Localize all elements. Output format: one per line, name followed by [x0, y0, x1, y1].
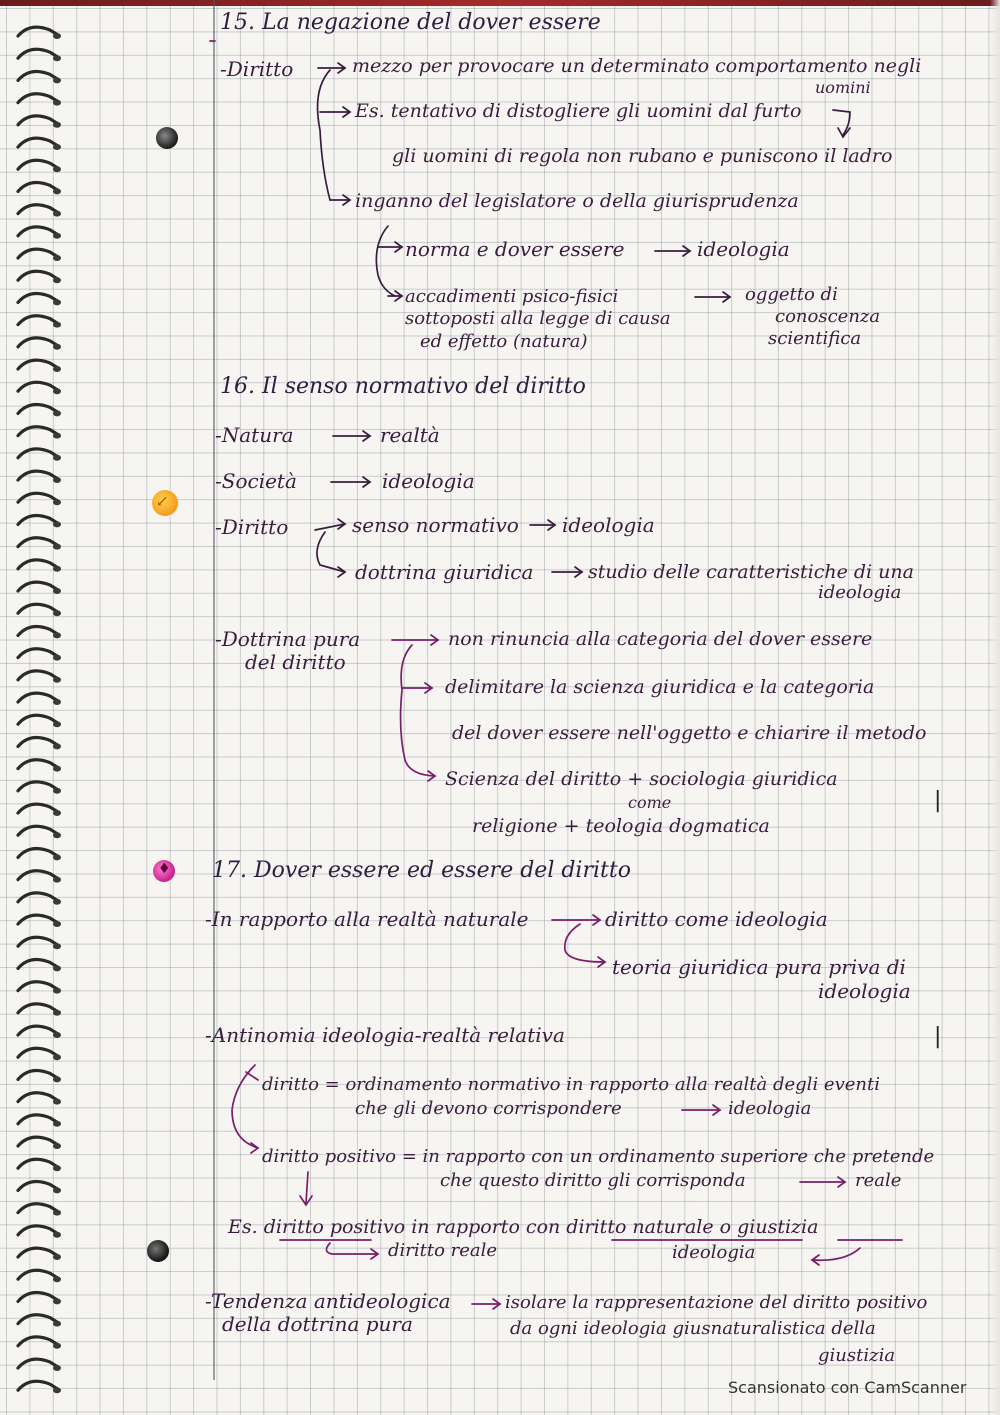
s16-societa-result: ideologia [382, 469, 475, 493]
s17-antinomia-label: -Antinomia ideologia-realtà relativa [205, 1023, 565, 1047]
s17-antinomia-point-1-result: ideologia [728, 1098, 812, 1119]
section-16-title: 16. Il senso normativo del diritto [220, 374, 586, 399]
s17-rapporto-label: -In rapporto alla realtà naturale [205, 907, 529, 931]
s17-tendenza-label: -Tendenza antideologica [205, 1289, 451, 1313]
s16-diritto-branch-2-result: studio delle caratteristiche di una [588, 561, 914, 583]
s17-rapporto-branch-1: diritto come ideologia [605, 907, 828, 931]
s16-dottrina-pura-label: -Dottrina pura [215, 627, 361, 651]
s15-sub-b-result-2: conoscenza [775, 306, 881, 327]
s16-dottrina-pura-label-cont: del diritto [245, 650, 346, 674]
s17-example-ideologia: ideologia [672, 1242, 756, 1263]
s16-diritto-branch-2-result-cont: ideologia [818, 582, 902, 603]
s15-sub-b-result-1: oggetto di [745, 284, 838, 305]
s16-pura-point-3-come: come [628, 793, 672, 812]
margin-bracket-mark: | [934, 1024, 942, 1049]
s16-diritto-branch-1-result: ideologia [562, 513, 655, 537]
s17-antinomia-point-2: diritto positivo = in rapporto con un ordinamento superiore che pretende [262, 1146, 935, 1167]
s15-sub-a: norma e dover essere [405, 237, 625, 261]
s17-rapporto-branch-2: teoria giuridica pura priva di [612, 955, 906, 979]
s16-pura-point-3-cont: religione + teologia dogmatica [472, 815, 770, 837]
s17-antinomia-point-1: diritto = ordinamento normativo in rapporto alla realtà degli eventi [262, 1074, 880, 1095]
s15-sub-b-result-3: scientifica [768, 328, 862, 349]
s17-antinomia-point-1-cont: che gli devono corrispondere [355, 1098, 622, 1119]
s15-branch-1: mezzo per provocare un determinato comportamento negli [352, 55, 922, 77]
s16-diritto-branch-2: dottrina giuridica [355, 560, 534, 584]
s16-natura-result: realtà [380, 423, 440, 447]
s16-pura-point-3: Scienza del diritto + sociologia giuridica [445, 768, 838, 790]
margin-bracket-mark: | [934, 788, 942, 813]
s15-sub-b-line3: ed effetto (natura) [420, 331, 588, 352]
pink-sticker-icon: ♦ [153, 860, 175, 882]
s17-example: Es. diritto positivo in rapporto con diritto naturale o giustizia [228, 1216, 819, 1238]
scanner-watermark: Scansionato con CamScanner [728, 1378, 967, 1397]
section-17-title: 17. Dover essere ed essere del diritto [212, 858, 631, 883]
s16-pura-point-2: delimitare la scienza giuridica e la categoria [445, 676, 875, 698]
s15-branch-3: inganno del legislatore o della giurisprudenza [355, 190, 799, 212]
s15-diritto-label: -Diritto [220, 57, 294, 81]
s16-diritto-branch-1: senso normativo [352, 513, 519, 537]
s16-societa-label: -Società [215, 469, 297, 493]
s17-example-reale: diritto reale [388, 1240, 498, 1261]
s15-sub-b-line2: sottoposti alla legge di causa [405, 308, 671, 329]
s16-pura-point-2-cont: del dover essere nell'oggetto e chiarire il metodo [452, 722, 927, 744]
s16-diritto-label: -Diritto [215, 515, 289, 539]
s15-sub-a-result: ideologia [697, 237, 790, 261]
s16-natura-label: -Natura [215, 423, 294, 447]
s17-tendenza-result-3: giustizia [818, 1345, 896, 1366]
s15-branch-2: Es. tentativo di distogliere gli uomini dal furto [355, 100, 802, 122]
s17-rapporto-branch-2-cont: ideologia [818, 979, 911, 1003]
s15-sub-b-line1: accadimenti psico-fisici [405, 286, 619, 307]
orange-sticker-icon: ↙ [152, 490, 178, 516]
s17-tendenza-result-1: isolare la rappresentazione del diritto positivo [505, 1292, 928, 1313]
s16-pura-point-1: non rinuncia alla categoria del dover essere [448, 628, 873, 650]
s15-branch-2-cont: gli uomini di regola non rubano e puniscono il ladro [392, 145, 893, 167]
section-15-title: 15. La negazione del dover essere [220, 10, 601, 35]
s17-antinomia-point-2-result: reale [855, 1170, 902, 1191]
s17-tendenza-result-2: da ogni ideologia giusnaturalistica della [510, 1318, 876, 1339]
s15-branch-1-cont: uomini [815, 78, 871, 97]
s17-tendenza-label-cont: della dottrina pura [222, 1312, 413, 1336]
s17-antinomia-point-2-cont: che questo diritto gli corrisponda [440, 1170, 746, 1191]
